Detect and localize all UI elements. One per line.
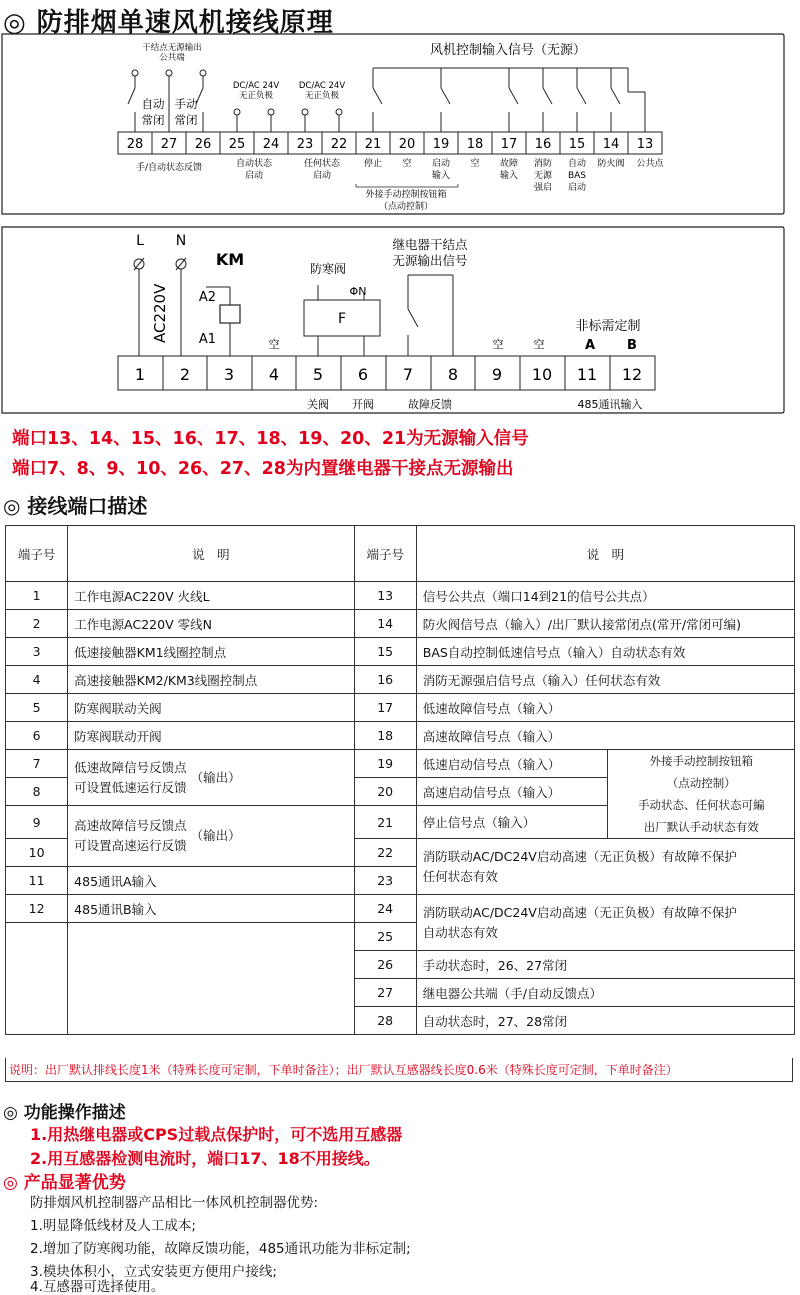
length-note: 说明：出厂默认排线长度1米（特殊长度可定制，下单时备注）；出厂默认互感器线长度0.6米（特殊长度可定制，下单时备注）	[5, 1058, 793, 1082]
damper-F-label: F	[337, 311, 347, 327]
empty-4-label: 空	[268, 338, 280, 351]
relay-output-note: 端口7、8、9、10、26、27、28为内置继电器干接点无源输出	[12, 459, 514, 479]
table-row: 2 工作电源AC220V 零线N 14 防火阀信号点（输入）/出厂默认接常闭点(常开/常闭可编)	[6, 610, 795, 638]
feedback-label: 手/自动状态反馈	[135, 163, 203, 173]
passive-input-note: 端口13、14、15、16、17、18、19、20、21为无源输入信号	[12, 429, 529, 449]
terminal-16: 16	[534, 137, 552, 152]
table-row: 10 22 消防联动AC/DC24V启动高速（无正负极）有故障不保护 任何状态有效	[6, 839, 795, 867]
terminal-21: 21	[364, 137, 382, 152]
fire-auto-state-note: 消防联动AC/DC24V启动高速（无正负极）有故障不保护	[422, 904, 737, 920]
terminal-24: 24	[262, 137, 280, 152]
terminal-28: 28	[126, 137, 144, 152]
open-valve-label: 开阀	[352, 398, 374, 411]
port-table	[5, 525, 795, 1035]
advantage-2: 2.增加了防寒阀功能，故障反馈功能，485通讯功能为非标定制;	[30, 1241, 411, 1257]
table-row: 26 手动状态时，26、27常闭	[6, 951, 795, 979]
damper-label: 防寒阀	[309, 262, 347, 276]
label-A2: A2	[198, 290, 216, 305]
terminal-23: 23	[296, 137, 314, 152]
advantage-3: 3.模块体积小，立式安装更方便用户接线;	[30, 1264, 277, 1280]
bas-start-label: 自动	[567, 159, 587, 169]
input-signal-header: 风机控制输入信号（无源）	[429, 43, 587, 58]
single-speed-wiring-diagram	[0, 32, 800, 217]
high-fault-feedback: 高速故障信号反馈点	[74, 818, 187, 833]
table-row: 12 485通讯B输入 24 消防联动AC/DC24V启动高速（无正负极）有故障不保护 自动状态有效	[6, 895, 795, 923]
svg-text:启动: 启动	[312, 171, 332, 181]
auto-nc-label: 自动	[141, 97, 165, 111]
power-wiring-diagram	[0, 225, 800, 415]
svg-text:空: 空	[470, 159, 480, 169]
svg-text:无正负极: 无正负极	[238, 91, 274, 101]
fire-valve-label: 防火阀	[597, 159, 625, 169]
relay-label: 继电器干结点	[392, 237, 468, 252]
table-row: 5 防寒阀联动关阀 17 低速故障信号点（输入）	[6, 694, 795, 722]
close-valve-label: 关阀	[307, 398, 329, 411]
terminal-4: 4	[268, 365, 280, 384]
dc24v-right-label: DC/AC 24V	[298, 81, 346, 91]
header-port-right: 端子号	[354, 526, 416, 582]
terminal-9: 9	[491, 365, 503, 384]
svg-text:空: 空	[402, 159, 412, 169]
table-row: 1 工作电源AC220V 火线L 13 信号公共点（端口14到21的信号公共点）	[6, 582, 795, 610]
header-port-left: 端子号	[6, 526, 68, 582]
svg-text:启动: 启动	[567, 183, 587, 193]
phi-n-label: ΦN	[349, 285, 367, 298]
section-port-description: ◎ 接线端口描述	[3, 494, 148, 518]
fault-feedback-label: 故障反馈	[408, 398, 452, 411]
table-row: 8 20 高速启动信号点（输入）	[6, 778, 795, 806]
terminal-15: 15	[568, 137, 586, 152]
empty-9-label: 空	[492, 338, 504, 351]
coil-icon	[220, 305, 240, 323]
terminal-20: 20	[398, 137, 416, 152]
svg-text:公共端: 公共端	[159, 53, 185, 63]
any-start-label: 任何状态	[303, 159, 341, 169]
label-A1: A1	[198, 332, 216, 347]
label-N: N	[175, 233, 187, 249]
label-A: A	[584, 338, 596, 353]
table-row: 9 高速故障信号反馈点 可设置高速运行反馈 （输出） 21 停止信号点（输入）	[6, 806, 795, 839]
terminal-14: 14	[602, 137, 620, 152]
fire-force-label: 消防	[533, 159, 553, 169]
terminal-18: 18	[466, 137, 484, 152]
dry-contact-label: 干结点无源输出	[142, 43, 202, 53]
terminal-26: 26	[194, 137, 212, 152]
dc24v-left-label: DC/AC 24V	[232, 81, 280, 91]
stop-label: 停止	[363, 159, 383, 169]
table-row: 7 低速故障信号反馈点 可设置低速运行反馈 （输出） 19 低速启动信号点（输入） 外接手动控制按钮箱 （点动控制） 手动状态、任何状态可編 出厂默认手动状态有效	[6, 750, 795, 778]
terminal-7: 7	[402, 365, 414, 384]
table-row: 11 485通讯A输入 23	[6, 867, 795, 895]
advantage-1: 1.明显降低线材及人工成本;	[30, 1218, 196, 1234]
table-row: 6 防寒阀联动开阀 18 高速故障信号点（输入）	[6, 722, 795, 750]
terminal-10: 10	[531, 365, 553, 384]
terminal-6: 6	[357, 365, 369, 384]
svg-text:无正负极: 无正负极	[304, 91, 340, 101]
terminal-25: 25	[228, 137, 246, 152]
table-row: 4 高速接触器KM2/KM3线圈控制点 16 消防无源强启信号点（输入）任何状态有效	[6, 666, 795, 694]
label-L: L	[136, 233, 144, 249]
svg-text:BAS: BAS	[567, 171, 587, 181]
terminal-27: 27	[160, 137, 178, 152]
section-advantages: ◎ 产品显著优势	[3, 1173, 126, 1193]
terminal-2: 2	[179, 365, 191, 384]
label-B: B	[627, 338, 637, 353]
terminal-19: 19	[432, 137, 450, 152]
rs485-label: 485通讯输入	[577, 398, 643, 411]
terminal-1: 1	[134, 365, 146, 384]
button-box-note: 外接手动控制按钮箱	[649, 754, 753, 768]
svg-text:无源输出信号: 无源输出信号	[392, 253, 468, 268]
table-row: 27 继电器公共端（手/自动反馈点）	[6, 979, 795, 1007]
header-desc-left: 说 明	[68, 526, 354, 582]
svg-text:无源: 无源	[533, 171, 553, 181]
empty-10-label: 空	[533, 338, 545, 351]
low-fault-feedback: 低速故障信号反馈点	[74, 759, 187, 775]
nonstandard-label: 非标需定制	[575, 319, 641, 334]
svg-text:输入: 输入	[499, 171, 519, 181]
label-ac220v: AC220V	[151, 283, 169, 343]
label-KM: KM	[215, 250, 245, 269]
button-box-label: 外接手动控制按钮箱	[365, 190, 447, 200]
terminal-17: 17	[500, 137, 518, 152]
terminal-11: 11	[576, 365, 598, 384]
terminal-13: 13	[636, 137, 654, 152]
header-desc-right: 说 明	[416, 526, 794, 582]
section-function: ◎ 功能操作描述	[3, 1103, 126, 1123]
svg-text:常闭: 常闭	[141, 113, 165, 127]
function-line-2: 2.用互感器检测电流时，端口17、18不用接线。	[30, 1149, 380, 1168]
svg-text:输入: 输入	[431, 171, 451, 181]
common-label: 公共点	[636, 159, 664, 169]
fault-input-label: 故障	[499, 159, 519, 169]
page-title: ◎ 防排烟单速风机接线原理	[3, 8, 334, 38]
advantages-intro: 防排烟风机控制器产品相比一体风机控制器优势:	[30, 1195, 319, 1211]
advantage-4: 4.互感器可选择使用。	[30, 1279, 165, 1295]
fire-any-state-note: 消防联动AC/DC24V启动高速（无正负极）有故障不保护	[422, 848, 737, 864]
svg-text:常闭: 常闭	[174, 113, 198, 127]
terminal-12: 12	[621, 365, 643, 384]
start-input-label: 启动	[431, 159, 451, 169]
table-row: 28 自动状态时，27、28常闭	[6, 1007, 795, 1035]
auto-start-label: 自动状态	[235, 159, 273, 169]
manual-nc-label: 手动	[174, 97, 198, 111]
svg-text:强启: 强启	[533, 183, 553, 193]
terminal-5: 5	[312, 365, 324, 384]
svg-text:启动: 启动	[244, 171, 264, 181]
table-row: 3 低速接触器KM1线圈控制点 15 BAS自动控制低速信号点（输入）自动状态有效	[6, 638, 795, 666]
table-row: 25	[6, 923, 795, 951]
function-line-1: 1.用热继电器或CPS过载点保护时，可不选用互感器	[30, 1125, 403, 1144]
terminal-22: 22	[330, 137, 348, 152]
terminal-3: 3	[223, 365, 235, 384]
terminal-8: 8	[447, 365, 459, 384]
svg-text:（点动控制）: （点动控制）	[378, 202, 434, 212]
